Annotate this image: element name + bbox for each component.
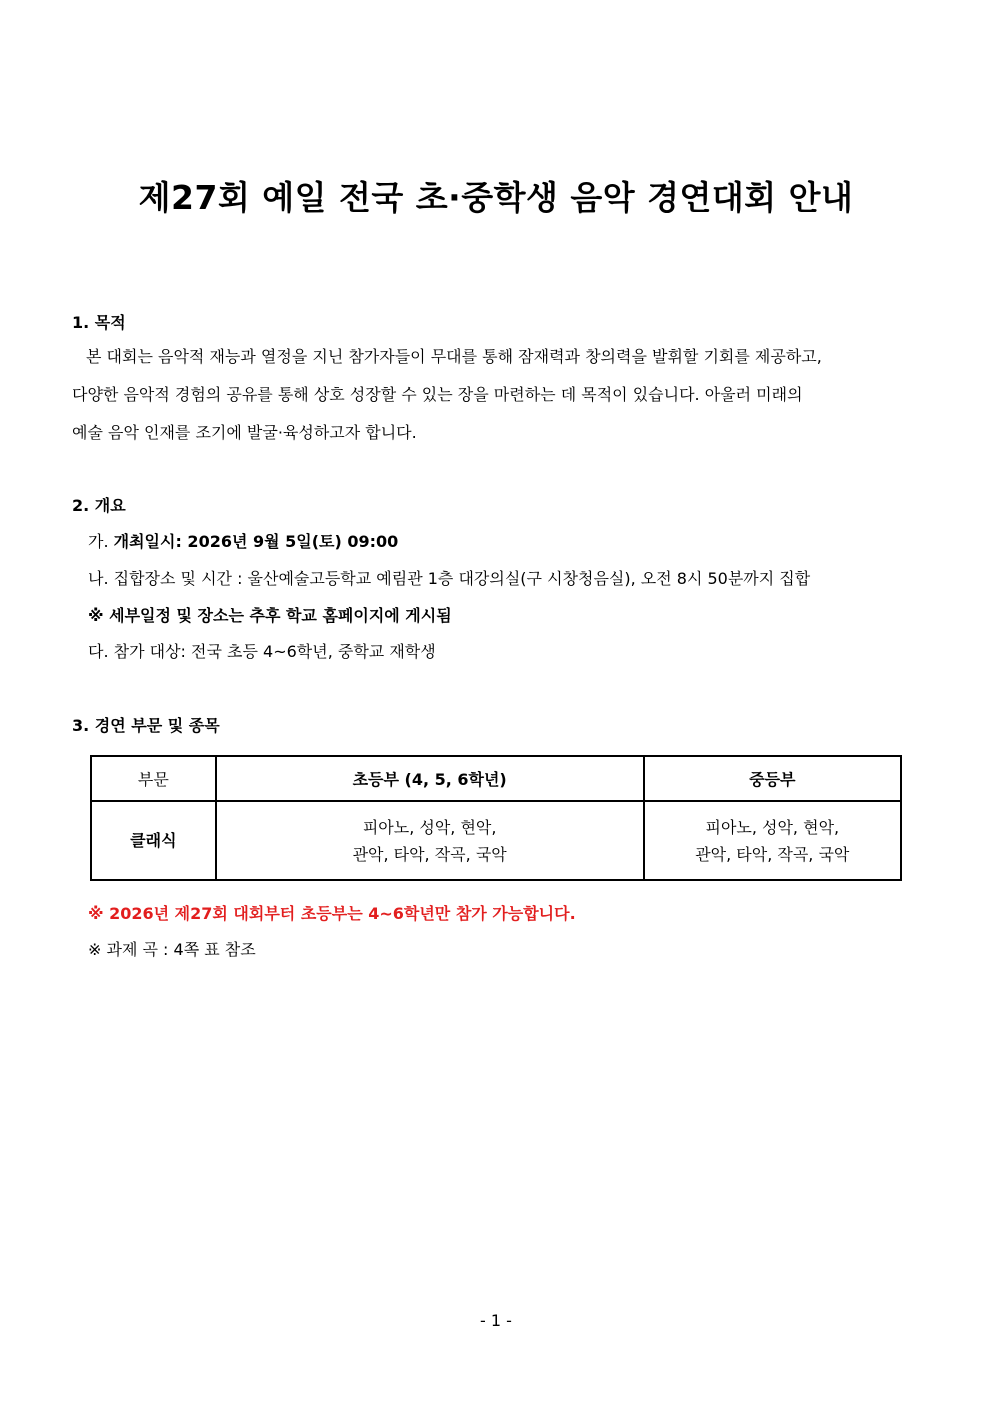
section-heading-overview: 2. 개요 xyxy=(72,496,126,515)
section-heading-purpose: 1. 목적 xyxy=(72,313,126,332)
eligibility-notice: ※ 2026년 제27회 대회부터 초등부는 4~6학년만 참가 가능합니다. xyxy=(88,904,576,923)
table-header-middle: 중등부 xyxy=(644,756,901,801)
purpose-line-2: 다양한 음악적 경험의 공유를 통해 상호 성장할 수 있는 장을 마련하는 데 목적이 있습니다. 아울러 미래의 xyxy=(72,385,803,404)
competition-table xyxy=(90,755,902,881)
overview-item-eligibility: 다. 참가 대상: 전국 초등 4~6학년, 중학교 재학생 xyxy=(88,642,436,661)
table-cell-category: 클래식 xyxy=(91,801,216,880)
table-header-elementary: 초등부 (4, 5, 6학년) xyxy=(216,756,644,801)
purpose-line-1: 본 대회는 음악적 재능과 열정을 지닌 참가자들이 무대를 통해 잠재력과 창의력을 발휘할 기회를 제공하고, xyxy=(86,347,822,366)
table-header-row xyxy=(91,756,901,801)
purpose-line-3: 예술 음악 인재를 조기에 발굴·육성하고자 합니다. xyxy=(72,423,417,442)
purpose-paragraph xyxy=(72,338,922,452)
section-heading-categories: 3. 경연 부문 및 종목 xyxy=(72,716,220,735)
event-datetime: 개최일시: 2026년 9월 5일(토) 09:00 xyxy=(113,532,399,551)
page-title: 제27회 예일 전국 초·중학생 음악 경연대회 안내 xyxy=(138,178,854,217)
table-row xyxy=(91,801,901,880)
overview-note: ※ 세부일정 및 장소는 추후 학교 홈페이지에 게시됨 xyxy=(88,606,452,625)
page-number: - 1 - xyxy=(480,1311,512,1330)
overview-item-location: 나. 집합장소 및 시간 : 울산예술고등학교 예림관 1층 대강의실(구 시창청음실), 오전 8시 50분까지 집합 xyxy=(88,569,811,588)
table-cell-middle: 피아노, 성악, 현악, 관악, 타악, 작곡, 국악 xyxy=(644,801,901,880)
table-header-division: 부문 xyxy=(91,756,216,801)
repertoire-notice: ※ 과제 곡 : 4쪽 표 참조 xyxy=(88,940,256,959)
table-cell-elementary: 피아노, 성악, 현악, 관악, 타악, 작곡, 국악 xyxy=(216,801,644,880)
overview-item-date: 가. 개최일시: 2026년 9월 5일(토) 09:00 xyxy=(88,532,399,551)
